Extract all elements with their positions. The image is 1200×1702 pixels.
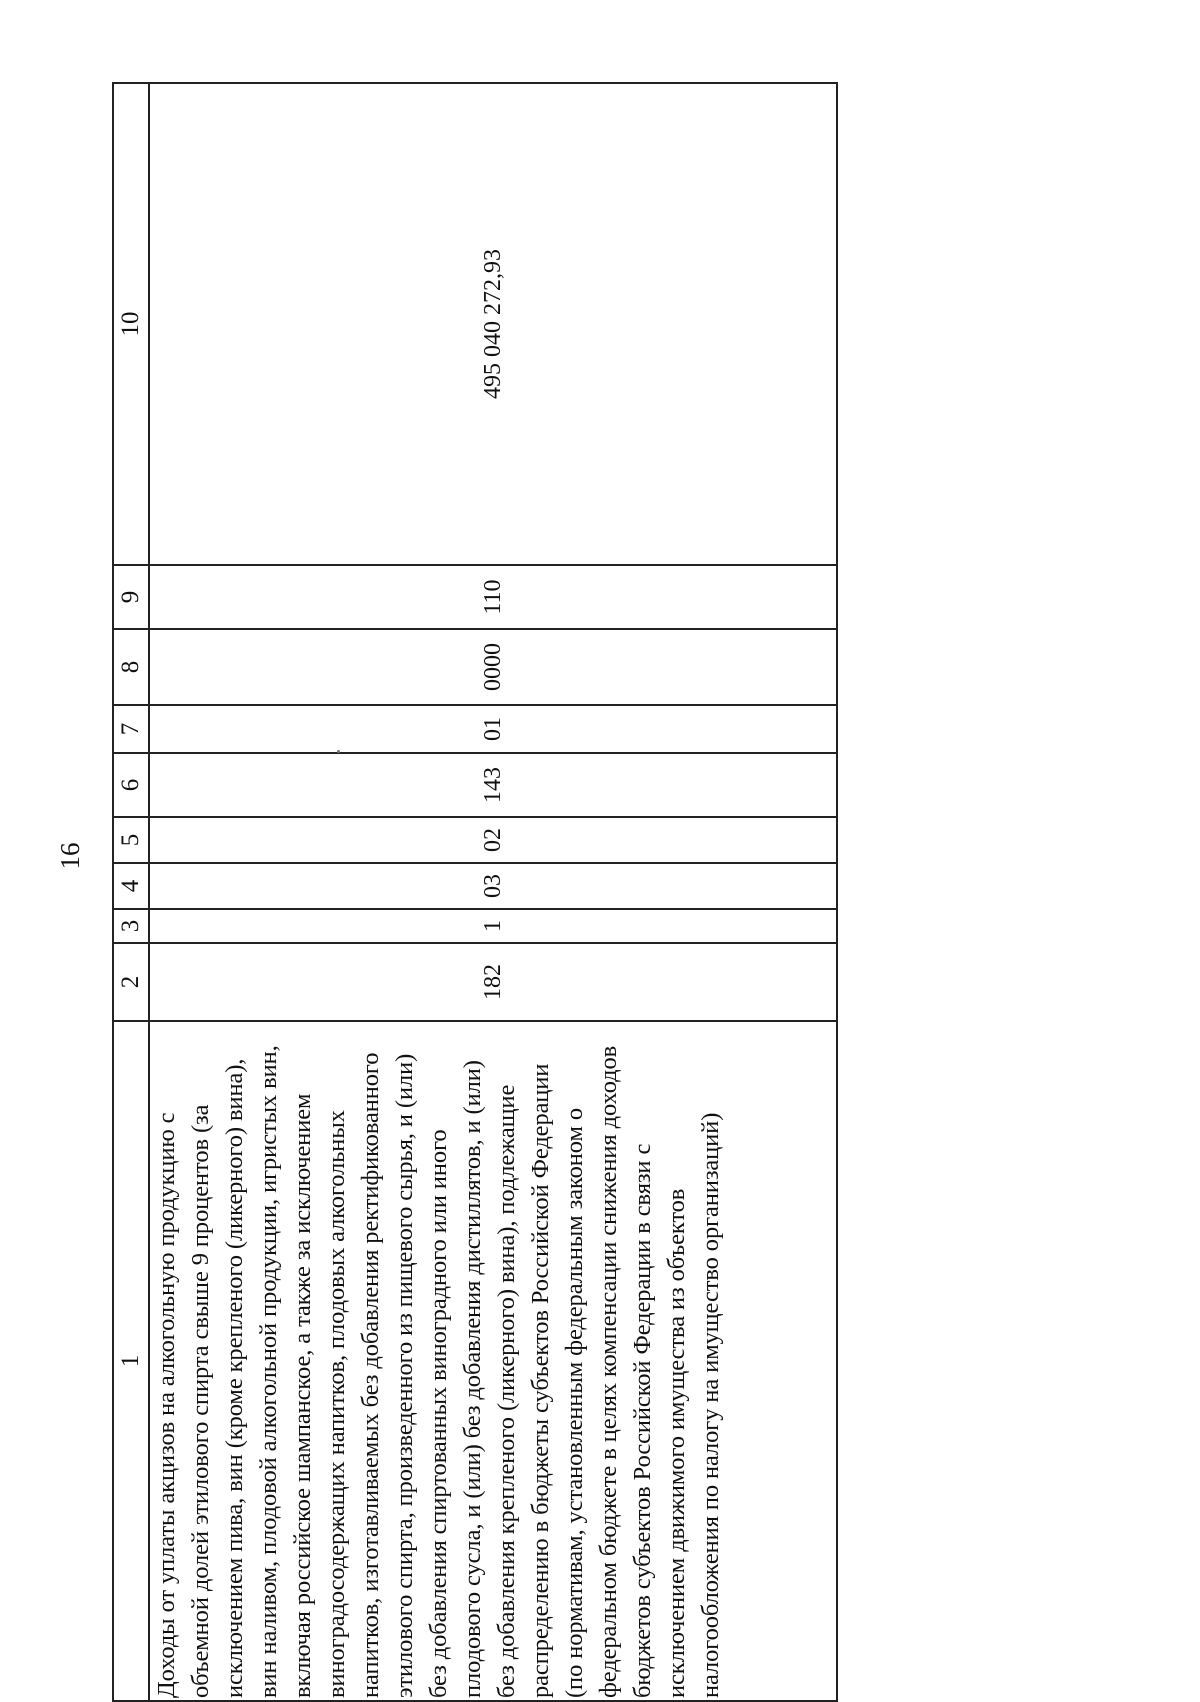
description-line: этилового спирта, произведенного из пищевого сырья, и (или) [391,1053,418,1698]
row-description [149,1021,837,1701]
description-line: вин наливом, плодовой алкогольной продукции, игристых вин, [255,1045,282,1698]
header-col-3: 3 [113,909,149,943]
description-line: федеральном бюджете в целях компенсации снижения доходов [595,1045,622,1698]
header-col-7: 7 [113,705,149,753]
scan-speck [337,750,340,753]
code-article: 02 [149,817,837,863]
budget-table [112,82,838,1702]
description-line: распределению в бюджеты субъектов Российской Федерации [527,1063,554,1698]
header-row [113,83,149,1701]
header-col-5: 5 [113,817,149,863]
description-line: без добавления крепленого (ликерного) вина), подлежащие [493,1084,520,1698]
page-number: 16 [55,842,85,870]
description-line: исключением пива, вин (кроме крепленого (ликерного) вина), [221,1058,248,1698]
description-line: налогообложения по налогу на имущество организаций) [697,1112,724,1698]
header-col-4: 4 [113,863,149,909]
code-program: 0000 [149,629,837,705]
description-line: объемной долей этилового спирта свыше 9 процентов (за [187,1104,214,1698]
amount-value: 495 040 272,93 [149,83,837,565]
code-subgroup: 03 [149,863,837,909]
budget-table-container [112,84,838,1702]
header-col-6: 6 [113,753,149,817]
code-group: 1 [149,909,837,943]
description-line: без добавления спиртованных виноградного или иного [425,1129,452,1698]
table-row [149,83,837,1701]
code-subarticle: 143 [149,753,837,817]
description-line: напитков, изготавливаемых без добавления ректификованного [357,1052,384,1698]
description-line: Доходы от уплаты акцизов на алкогольную продукцию с [153,1112,180,1698]
code-element: 01 [149,705,837,753]
description-line: (по нормативам, установленным федеральным законом о [561,1107,588,1698]
header-col-10: 10 [113,83,149,565]
description-line: бюджетов субъектов Российской Федерации в связи с [629,1143,656,1698]
header-col-1: 1 [113,1021,149,1701]
description-line: исключением движимого имущества из объектов [663,1188,690,1698]
header-col-2: 2 [113,943,149,1021]
description-line: включая российское шампанское, а также за исключением [289,1093,316,1698]
description-line: плодового сусла, и (или) без добавления дистиллятов, и (или) [459,1060,486,1698]
code-admin: 182 [149,943,837,1021]
header-col-8: 8 [113,629,149,705]
description-line: виноградосодержащих напитков, плодовых алкогольных [323,1110,350,1698]
code-classification: 110 [149,565,837,629]
header-col-9: 9 [113,565,149,629]
